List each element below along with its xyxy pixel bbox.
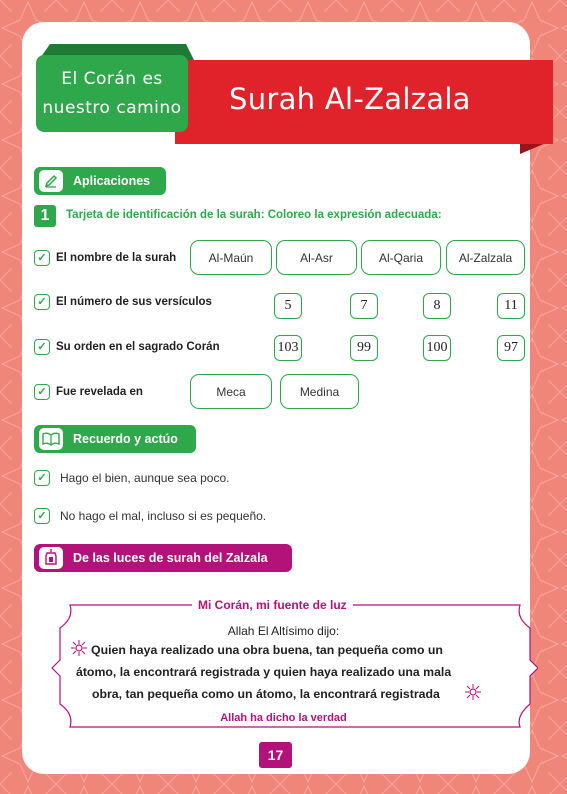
quote-heading: Mi Corán, mi fuente de luz — [192, 598, 353, 612]
flower-ornament-icon — [71, 640, 87, 656]
option-al-qaria[interactable]: Al-Qaria — [361, 240, 441, 275]
row-verses-label: ✓ El número de sus versículos — [34, 294, 212, 310]
flower-ornament-icon — [465, 684, 481, 700]
section-remember-label: Recuerdo y actúo — [73, 432, 178, 446]
section-lights — [34, 544, 292, 572]
recall-item-1: ✓ Hago el bien, aunque sea poco. — [34, 470, 229, 486]
activity-number: 1 — [34, 205, 56, 227]
check-icon: ✓ — [34, 339, 50, 355]
option-verses-8[interactable]: 8 — [423, 293, 451, 319]
page-title: Surah Al-Zalzala — [229, 82, 471, 116]
activity-instruction: Tarjeta de identificación de la surah: Coloreo la expresión adecuada: — [66, 209, 442, 221]
section-lights-label: De las luces de surah del Zalzala — [73, 551, 268, 565]
pencil-icon — [39, 170, 63, 192]
option-al-zalzala[interactable]: Al-Zalzala — [446, 240, 525, 275]
row-surah-name-label: ✓ El nombre de la surah — [34, 250, 176, 266]
option-al-maun[interactable]: Al-Maún — [190, 240, 272, 275]
book-icon — [39, 428, 63, 450]
option-order-97[interactable]: 97 — [497, 335, 525, 361]
option-verses-11[interactable]: 11 — [497, 293, 525, 319]
section-remember — [34, 425, 196, 453]
title-banner — [175, 60, 553, 144]
row-revealed-label: ✓ Fue revelada en — [34, 384, 143, 400]
option-order-100[interactable]: 100 — [423, 335, 451, 361]
check-icon: ✓ — [34, 250, 50, 266]
option-verses-5[interactable]: 5 — [274, 293, 302, 319]
verse-line-2: átomo, la encontrará registrada y quien haya realizado una mala — [76, 665, 452, 679]
section-applications — [34, 167, 166, 195]
option-al-asr[interactable]: Al-Asr — [276, 240, 357, 275]
option-order-99[interactable]: 99 — [350, 335, 378, 361]
check-icon: ✓ — [34, 470, 50, 486]
check-icon: ✓ — [34, 508, 50, 524]
check-icon: ✓ — [34, 294, 50, 310]
quote-closing: Allah ha dicho la verdad — [220, 712, 347, 724]
recall-item-2: ✓ No hago el mal, incluso si es pequeño. — [34, 508, 266, 524]
page-number: 17 — [259, 742, 292, 768]
quote-intro: Allah El Altísimo dijo: — [227, 624, 340, 638]
verse-line-3: obra, tan pequeña como un átomo, la encontrará registrada — [92, 687, 440, 701]
check-icon: ✓ — [34, 384, 50, 400]
verse-line-1: Quien haya realizado una obra buena, tan pequeña como un — [91, 643, 443, 657]
row-order-label: ✓ Su orden en el sagrado Corán — [34, 339, 220, 355]
option-meca[interactable]: Meca — [190, 374, 272, 409]
unit-tag-line2: nuestro camino — [42, 97, 182, 118]
lantern-icon — [39, 547, 63, 569]
option-order-103[interactable]: 103 — [274, 335, 302, 361]
option-medina[interactable]: Medina — [280, 374, 359, 409]
section-applications-label: Aplicaciones — [73, 174, 151, 188]
unit-tag — [36, 55, 188, 132]
option-verses-7[interactable]: 7 — [350, 293, 378, 319]
unit-tag-line1: El Corán es — [61, 68, 163, 89]
